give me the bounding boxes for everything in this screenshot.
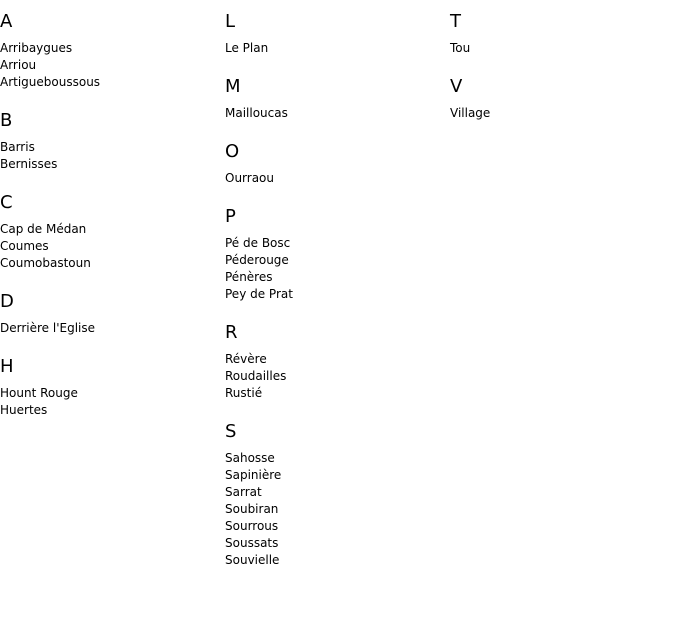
letter-heading: C	[0, 192, 13, 213]
place-name-link[interactable]: Coumobastoun	[0, 256, 91, 270]
place-name-link[interactable]: Sarrat	[225, 485, 262, 499]
letter-group	[225, 320, 445, 402]
letter-group	[225, 74, 445, 122]
place-name-link[interactable]: Artigueboussous	[0, 75, 101, 89]
entry-list	[0, 320, 220, 337]
place-name-link[interactable]: Derrière l'Eglise	[0, 321, 95, 335]
letter-heading: R	[225, 322, 238, 343]
place-name-link[interactable]: Hount Rouge	[0, 386, 78, 400]
entry-list	[225, 450, 445, 569]
letter-heading: A	[0, 11, 13, 32]
place-name-link[interactable]: Huertes	[0, 403, 48, 417]
place-name-link[interactable]: Tou	[450, 41, 471, 55]
letter-group	[450, 74, 670, 122]
letter-group	[0, 9, 220, 91]
entry-list	[225, 105, 445, 122]
place-name-link[interactable]: Soubiran	[225, 502, 279, 516]
letter-group	[225, 9, 445, 57]
place-name-link[interactable]: Arribaygues	[0, 41, 73, 55]
place-name-link[interactable]: Sapinière	[225, 468, 282, 482]
entry-list	[0, 40, 220, 91]
index-column	[0, 9, 220, 436]
entry-list	[225, 235, 445, 303]
letter-group	[225, 204, 445, 303]
place-name-link[interactable]: Péderouge	[225, 253, 289, 267]
place-name-link[interactable]: Village	[450, 106, 491, 120]
letter-heading: M	[225, 76, 241, 97]
letter-group	[450, 9, 670, 57]
letter-group	[225, 419, 445, 569]
letter-heading: S	[225, 421, 237, 442]
index-column	[225, 9, 445, 586]
letter-group	[0, 289, 220, 337]
place-name-link[interactable]: Ourraou	[225, 171, 275, 185]
entry-list	[0, 221, 220, 272]
place-name-link[interactable]: Cap de Médan	[0, 222, 87, 236]
entry-list	[225, 170, 445, 187]
letter-group	[0, 190, 220, 272]
letter-heading: O	[225, 141, 240, 162]
place-name-link[interactable]: Pé de Bosc	[225, 236, 291, 250]
entry-list	[0, 385, 220, 419]
letter-heading: L	[225, 11, 236, 32]
place-name-link[interactable]: Arriou	[0, 58, 37, 72]
place-name-link[interactable]: Souvielle	[225, 553, 280, 567]
letter-heading: H	[0, 356, 14, 377]
place-name-link[interactable]: Sourrous	[225, 519, 279, 533]
entry-list	[450, 105, 670, 122]
place-name-link[interactable]: Rustié	[225, 386, 263, 400]
place-name-link[interactable]: Bernisses	[0, 157, 58, 171]
letter-heading: V	[450, 76, 463, 97]
entry-list	[0, 139, 220, 173]
letter-group	[225, 139, 445, 187]
index-column	[450, 9, 670, 139]
letter-heading: P	[225, 206, 236, 227]
place-name-link[interactable]: Barris	[0, 140, 35, 154]
place-name-link[interactable]: Révère	[225, 352, 267, 366]
place-name-link[interactable]: Soussats	[225, 536, 279, 550]
place-name-link[interactable]: Pey de Prat	[225, 287, 293, 301]
place-name-link[interactable]: Sahosse	[225, 451, 275, 465]
place-name-link[interactable]: Mailloucas	[225, 106, 288, 120]
letter-group	[0, 108, 220, 173]
letter-heading: D	[0, 291, 14, 312]
entry-list	[225, 40, 445, 57]
entry-list	[225, 351, 445, 402]
place-name-link[interactable]: Pénères	[225, 270, 273, 284]
letter-heading: B	[0, 110, 13, 131]
letter-heading: T	[450, 11, 461, 32]
place-name-link[interactable]: Le Plan	[225, 41, 269, 55]
letter-group	[0, 354, 220, 419]
place-name-link[interactable]: Roudailles	[225, 369, 287, 383]
place-name-link[interactable]: Coumes	[0, 239, 49, 253]
entry-list	[450, 40, 670, 57]
